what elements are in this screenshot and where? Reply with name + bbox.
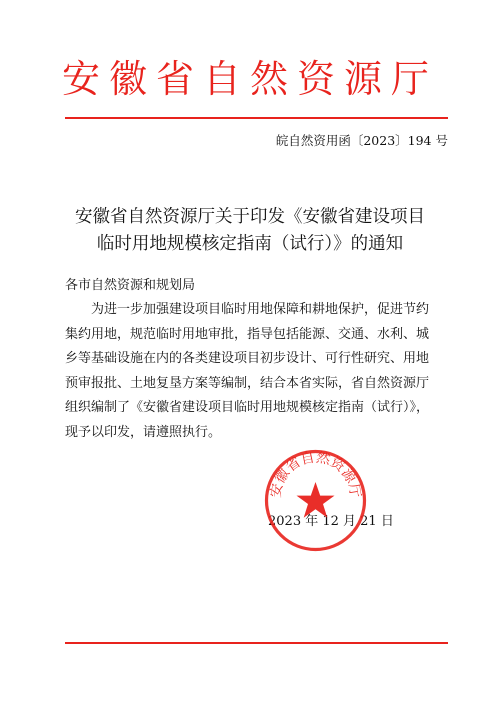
body-line: 为进一步加强建设项目临时用地保障和耕地保护，促进节约 xyxy=(91,302,430,317)
body-paragraph xyxy=(65,298,451,445)
seal-text-path: 安徽省自然资源厅 xyxy=(267,449,364,499)
title-line-2: 临时用地规模核定指南（试行）》的通知 xyxy=(96,234,404,254)
body-line: 集约用地，规范临时用地审批，指导包括能源、交通、水利、城 xyxy=(65,326,430,342)
issue-date: 2023 年 12 月 21 日 xyxy=(268,514,394,529)
body-line: 预审报批、土地复垦方案等编制，结合本省实际，省自然资源厅 xyxy=(65,375,430,391)
body-line: 现予以印发，请遵照执行。 xyxy=(65,424,222,440)
header-red-rule xyxy=(65,117,448,119)
document-number: 皖自然资用函〔2023〕194 号 xyxy=(275,133,448,148)
title-line-1: 安徽省自然资源厅关于印发《安徽省建设项目 xyxy=(75,207,425,227)
body-line: 乡等基础设施在内的各类建设项目初步设计、可行性研究、用地 xyxy=(65,351,430,366)
agency-masthead: 安徽省自然资源厅 xyxy=(61,57,438,101)
body-line: 组织编制了《安徽省建设项目临时用地规模核定指南（试行）》， xyxy=(65,400,430,415)
footer-red-rule xyxy=(65,642,448,644)
salutation: 各市自然资源和规划局 xyxy=(65,278,196,293)
official-seal-stamp xyxy=(263,448,368,553)
document-title xyxy=(40,204,460,258)
seal-star-icon xyxy=(297,482,335,518)
